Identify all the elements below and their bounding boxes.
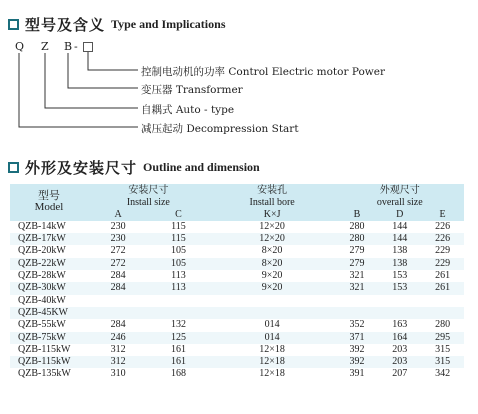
cell-e: 226	[421, 233, 464, 245]
cell-b	[336, 295, 379, 307]
legend-decompression-start: 减压起动 Decompression Start	[141, 123, 299, 135]
cell-a: 246	[88, 332, 148, 344]
cell-b: 279	[336, 245, 379, 257]
cell-b: 352	[336, 319, 379, 331]
section-title-en: Type and Implications	[111, 17, 226, 31]
cell-kxj	[209, 307, 336, 319]
cell-a: 312	[88, 356, 148, 368]
table-row	[10, 344, 464, 356]
cell-b: 280	[336, 233, 379, 245]
header-overall-size-en: overall size	[336, 196, 464, 208]
cell-d	[378, 295, 421, 307]
cell-model: QZB-135kW	[10, 368, 88, 380]
cell-kxj: 12×18	[209, 356, 336, 368]
cell-b: 392	[336, 356, 379, 368]
header-model-cn: 型号	[38, 190, 60, 203]
cell-e: 295	[421, 332, 464, 344]
cell-d: 203	[378, 356, 421, 368]
section-title-cn: 外形及安装尺寸	[25, 159, 138, 177]
header-col-b: B	[336, 209, 379, 221]
cell-d: 163	[378, 319, 421, 331]
section-outline-header	[8, 157, 260, 178]
cell-d: 203	[378, 344, 421, 356]
cell-kxj: 12×18	[209, 344, 336, 356]
table-row	[10, 282, 464, 294]
cell-a: 272	[88, 245, 148, 257]
table-row	[10, 307, 464, 319]
table-header-row-1	[10, 184, 464, 196]
header-overall-size-cn: 外观尺寸	[336, 184, 464, 196]
cell-c: 105	[148, 258, 208, 270]
header-col-c: C	[148, 209, 208, 221]
table-row	[10, 245, 464, 257]
cell-kxj: 014	[209, 332, 336, 344]
cell-c: 161	[148, 344, 208, 356]
cell-c: 132	[148, 319, 208, 331]
cell-kxj: 12×20	[209, 233, 336, 245]
header-install-bore-en: Install bore	[209, 196, 336, 208]
cell-e: 342	[421, 368, 464, 380]
cell-e: 226	[421, 221, 464, 233]
cell-b: 321	[336, 282, 379, 294]
table-row	[10, 258, 464, 270]
cell-c: 105	[148, 245, 208, 257]
cell-e: 280	[421, 319, 464, 331]
cell-e: 229	[421, 245, 464, 257]
cell-kxj: 12×18	[209, 368, 336, 380]
cell-a: 312	[88, 344, 148, 356]
legend-power: 控制电动机的功率 Control Electric motor Power	[141, 66, 386, 78]
cell-c: 113	[148, 282, 208, 294]
table-row	[10, 356, 464, 368]
cell-kxj	[209, 295, 336, 307]
cell-c: 125	[148, 332, 208, 344]
cell-b: 371	[336, 332, 379, 344]
cell-c: 161	[148, 356, 208, 368]
cell-c: 168	[148, 368, 208, 380]
cell-model: QZB-28kW	[10, 270, 88, 282]
code-letter-z: Z	[41, 40, 49, 53]
cell-b: 321	[336, 270, 379, 282]
cell-d: 144	[378, 233, 421, 245]
cell-e: 261	[421, 282, 464, 294]
cell-a: 272	[88, 258, 148, 270]
cell-kxj: 8×20	[209, 258, 336, 270]
cell-c: 113	[148, 270, 208, 282]
square-bullet-icon	[8, 162, 19, 173]
cell-model: QZB-40kW	[10, 295, 88, 307]
cell-model: QZB-22kW	[10, 258, 88, 270]
header-col-kxj: K×J	[209, 209, 336, 221]
table-row	[10, 221, 464, 233]
cell-a: 310	[88, 368, 148, 380]
cell-b: 392	[336, 344, 379, 356]
cell-model: QZB-14kW	[10, 221, 88, 233]
legend-transformer: 变压器 Transformer	[141, 84, 243, 96]
cell-model: QZB-17kW	[10, 233, 88, 245]
cell-e	[421, 307, 464, 319]
cell-kxj: 8×20	[209, 245, 336, 257]
header-col-e: E	[421, 209, 464, 221]
code-dash: -	[74, 40, 78, 53]
header-install-size-en: Install size	[88, 196, 209, 208]
cell-b: 391	[336, 368, 379, 380]
cell-a	[88, 307, 148, 319]
cell-e: 229	[421, 258, 464, 270]
cell-a: 284	[88, 282, 148, 294]
cell-d: 164	[378, 332, 421, 344]
cell-c	[148, 295, 208, 307]
cell-kxj: 9×20	[209, 270, 336, 282]
cell-a: 284	[88, 319, 148, 331]
cell-kxj: 12×20	[209, 221, 336, 233]
code-letter-b: B	[64, 40, 73, 53]
cell-d	[378, 307, 421, 319]
cell-e: 315	[421, 344, 464, 356]
header-model	[10, 184, 88, 221]
table-row	[10, 332, 464, 344]
header-install-bore-cn: 安装孔	[209, 184, 336, 196]
table-row	[10, 233, 464, 245]
cell-c: 115	[148, 233, 208, 245]
cell-e: 261	[421, 270, 464, 282]
cell-c: 115	[148, 221, 208, 233]
cell-d: 207	[378, 368, 421, 380]
table-row	[10, 319, 464, 331]
cell-d: 153	[378, 282, 421, 294]
cell-model: QZB-55kW	[10, 319, 88, 331]
cell-e: 315	[421, 356, 464, 368]
cell-a: 284	[88, 270, 148, 282]
header-col-a: A	[88, 209, 148, 221]
cell-a	[88, 295, 148, 307]
cell-model: QZB-115kW	[10, 356, 88, 368]
section-title-cn: 型号及含义	[25, 16, 106, 34]
cell-b: 280	[336, 221, 379, 233]
section-title-en: Outline and dimension	[143, 160, 260, 174]
header-col-d: D	[378, 209, 421, 221]
cell-b: 279	[336, 258, 379, 270]
table-body	[10, 221, 464, 381]
table-row	[10, 295, 464, 307]
cell-kxj: 014	[209, 319, 336, 331]
cell-model: QZB-20kW	[10, 245, 88, 257]
cell-d: 138	[378, 258, 421, 270]
cell-d: 138	[378, 245, 421, 257]
cell-model: QZB-75kW	[10, 332, 88, 344]
cell-e	[421, 295, 464, 307]
dimension-table	[10, 184, 464, 381]
cell-model: QZB-45KW	[10, 307, 88, 319]
legend-auto-type: 自耦式 Auto - type	[141, 104, 235, 116]
cell-d: 144	[378, 221, 421, 233]
code-letter-q: Q	[15, 40, 25, 53]
cell-kxj: 9×20	[209, 282, 336, 294]
table-row	[10, 368, 464, 380]
cell-a: 230	[88, 233, 148, 245]
cell-c	[148, 307, 208, 319]
cell-d: 153	[378, 270, 421, 282]
cell-a: 230	[88, 221, 148, 233]
header-model-en: Model	[34, 201, 64, 214]
cell-model: QZB-115kW	[10, 344, 88, 356]
header-install-size-cn: 安装尺寸	[88, 184, 209, 196]
cell-b	[336, 307, 379, 319]
cell-model: QZB-30kW	[10, 282, 88, 294]
table-row	[10, 270, 464, 282]
